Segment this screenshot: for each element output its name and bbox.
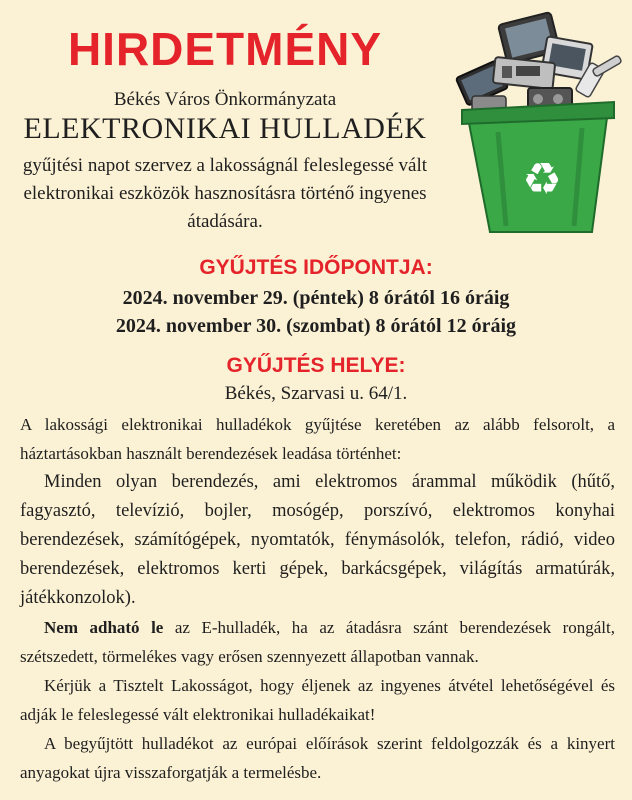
collection-time-title: GYŰJTÉS IDŐPONTJA: <box>199 256 433 279</box>
recycle-symbol-icon: ♻ <box>522 154 562 205</box>
not-accepted-text: az E-hulladék, ha az átadásra szánt berendezések rongált, szétszedett, törmelékes vagy erősen szennyezett állapotban vannak. <box>20 618 616 666</box>
body-paragraph-4: Kérjük a Tisztelt Lakosságot, hogy éljenek az ingyenes átvétel lehetőségével és adják le feleslegessé vált elektronikai hulladékaikat! <box>20 676 615 724</box>
collection-date-2: 2024. november 30. (szombat) 8 órától 12 óráig <box>115 315 517 337</box>
notice-title: HIRDETMÉNY <box>67 23 383 75</box>
main-heading: ELEKTRONIKAI HULLADÉK <box>23 112 427 145</box>
notice-body <box>20 410 615 787</box>
recycle-bin-with-electronics-icon <box>432 6 632 236</box>
body-paragraph-1: A lakossági elektronikai hulladékok gyűjtése keretében az alább felsorolt, a háztartásokban használt berendezések leadása történhet: <box>20 415 615 463</box>
body-paragraph-3 <box>20 613 615 671</box>
collection-date-1: 2024. november 29. (péntek) 8 órától 16 óráig <box>122 287 510 309</box>
intro-text: gyűjtési napot szervez a lakosságnál feleslegessé vált elektronikai eszközök hasznosításra történő ingyenes átadására. <box>22 155 428 232</box>
municipality-name: Békés Város Önkormányzata <box>113 89 337 110</box>
not-accepted-label: Nem adható le <box>44 618 164 637</box>
body-paragraph-5: A begyűjtött hulladékot az európai előírások szerint feldolgozzák és a kinyert anyagokat újra visszaforgatják a termelésbe. <box>20 734 615 782</box>
collection-place-title: GYŰJTÉS HELYE: <box>226 354 406 377</box>
electronics-pile <box>456 12 622 114</box>
body-paragraph-2: Minden olyan berendezés, ami elektromos árammal működik (hűtő, fagyasztó, televízió, bojler, mosógép, porszívó, elektromos konyhai berendezések, számítógépek, nyomtatók, fénymásolók, telefon, rádió, video berendezések, elektromos kerti gépek, barkácsgépek, világítás armatúrák, játékkonzolok). <box>20 472 615 608</box>
collection-address: Békés, Szarvasi u. 64/1. <box>224 383 408 404</box>
